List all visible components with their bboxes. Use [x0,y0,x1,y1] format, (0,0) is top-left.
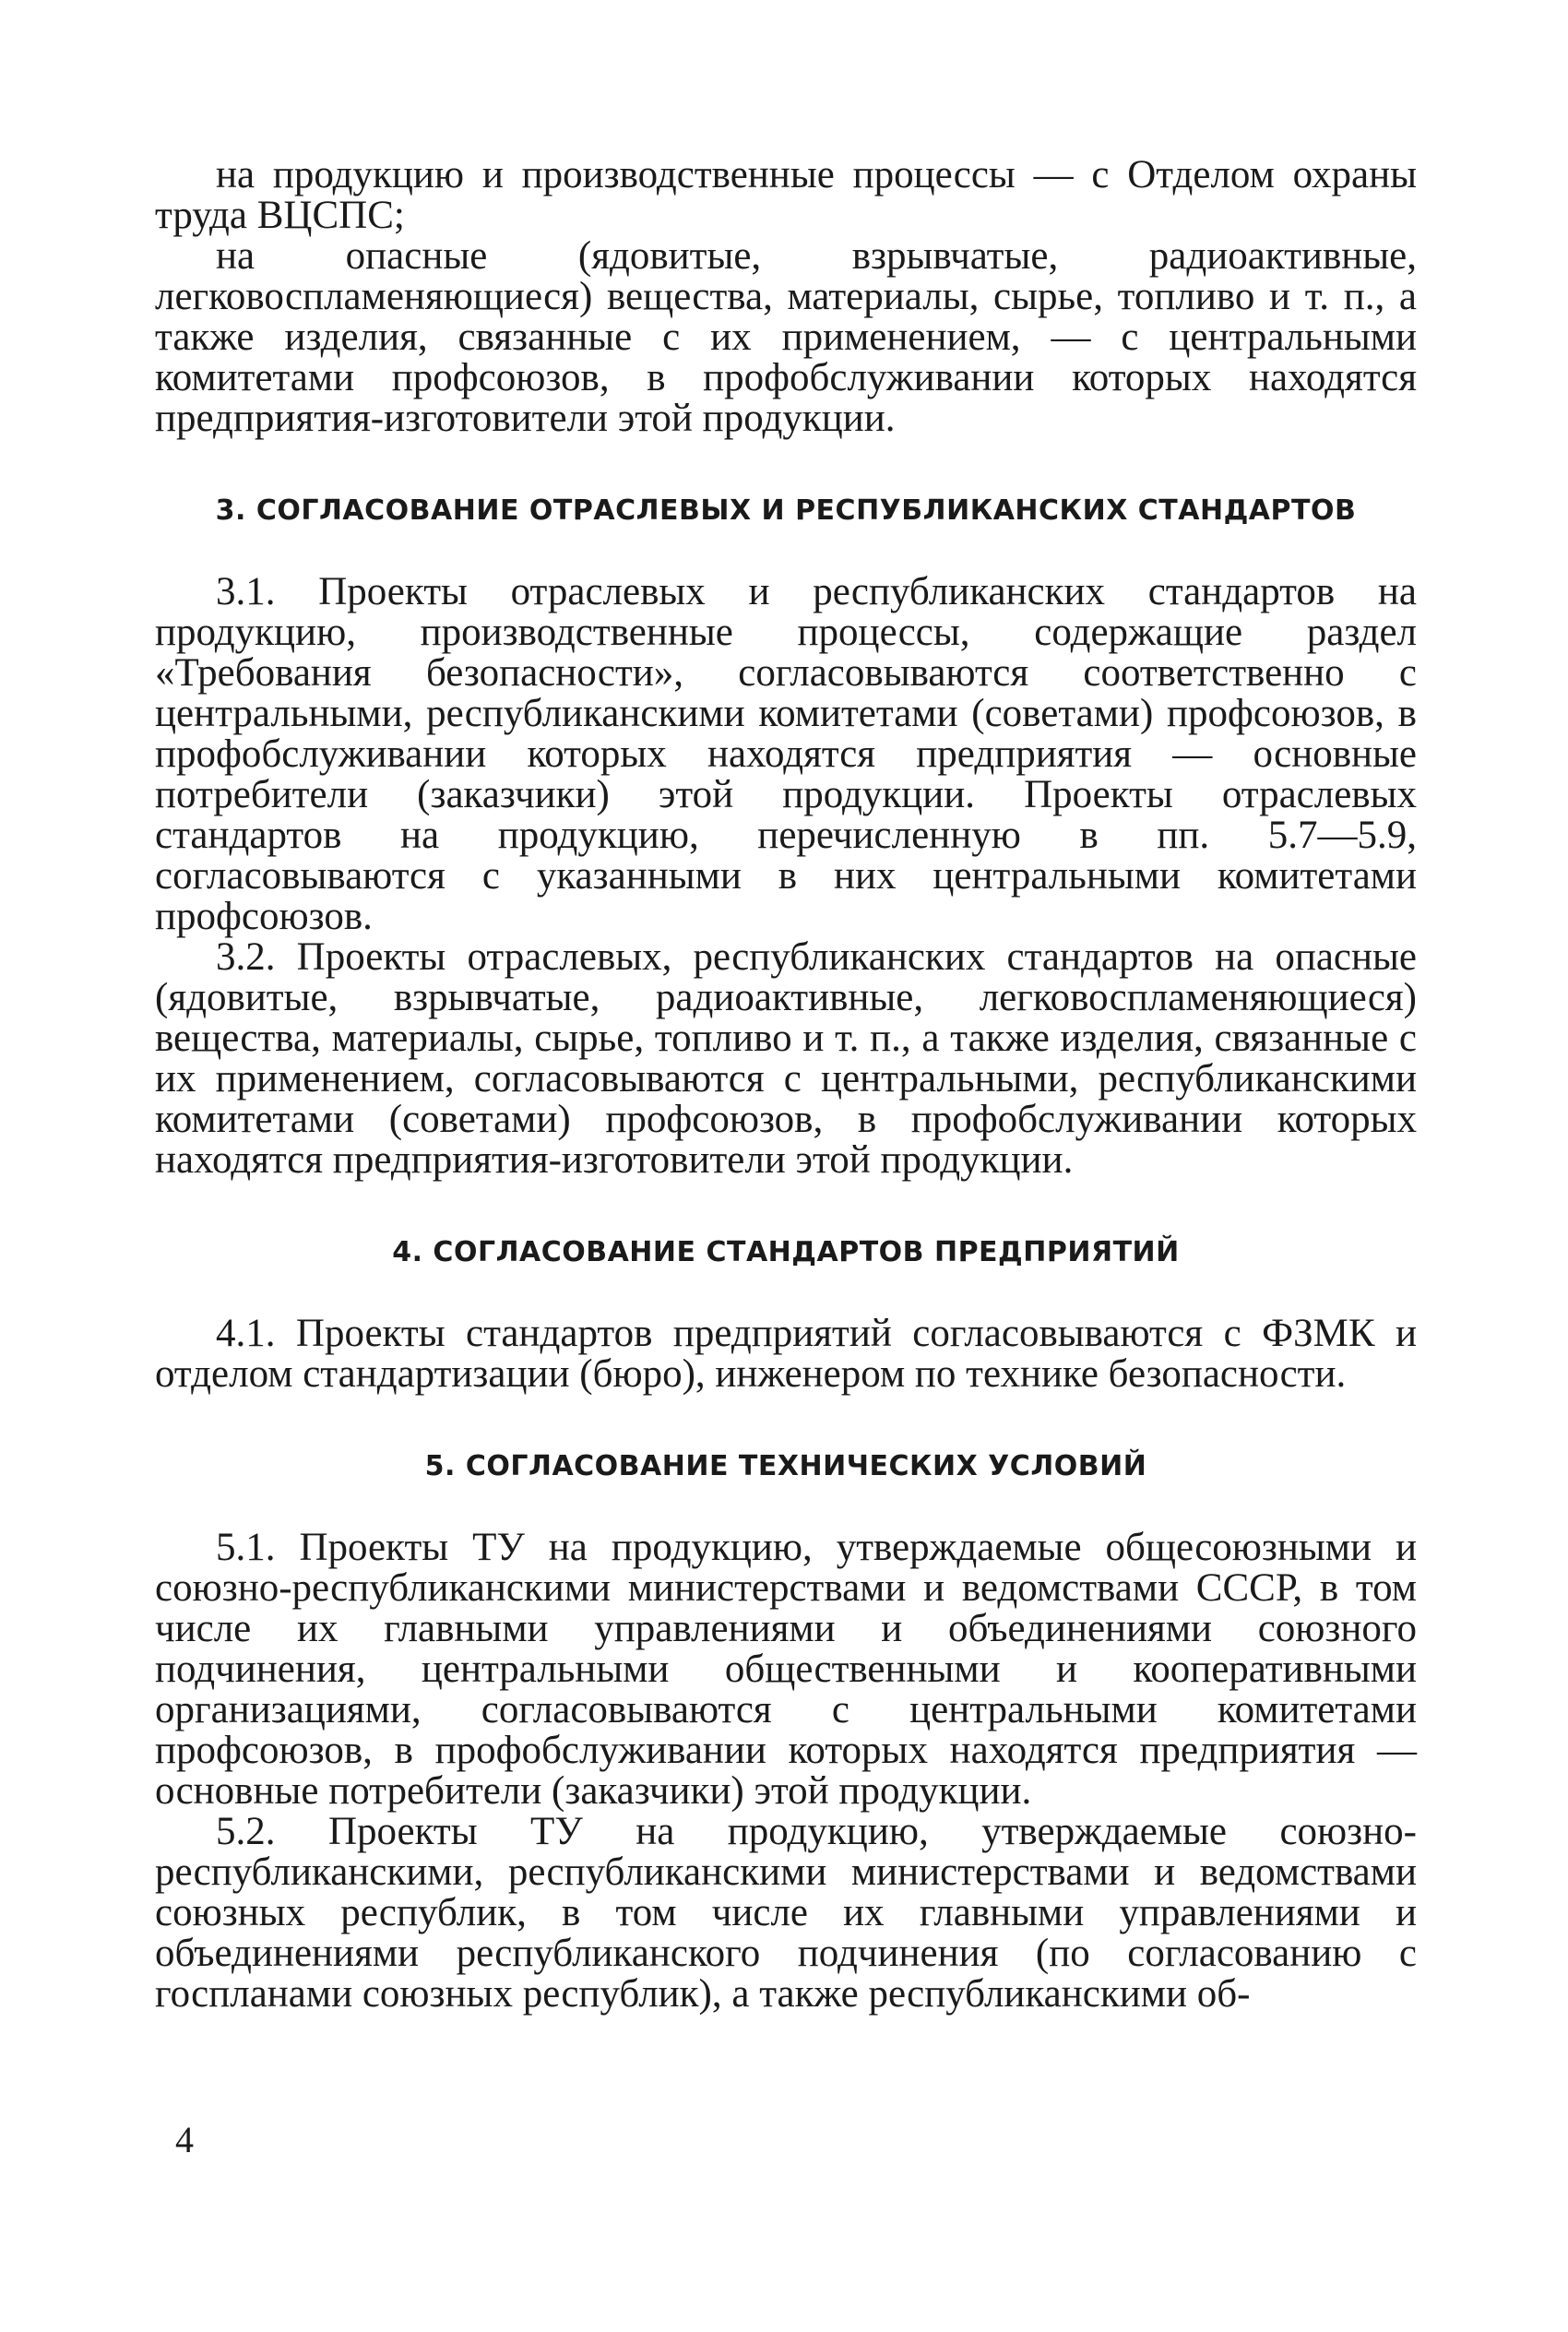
section-3-heading: 3. СОГЛАСОВАНИЕ ОТРАСЛЕВЫХ И РЕСПУБЛИКАНСКИХ СТАНДАРТОВ [215,494,1357,527]
paragraph-4-1: 4.1. Проекты стандартов предприятий согласовываются с ФЗМК и отделом стандартизации (бюро), инженером по технике безопасности. [155,1312,1417,1396]
intro-paragraph-2: на опасные (ядовитые, взрывчатые, радиоактивные, легковоспламеняющиеся) вещества, материалы, сырье, топливо и т. п., а также изделия, связанные с их применением, — с центральными комитетами профсоюзов, в профобслуживании которых находятся предприятия-изготовители этой продукции. [155,234,1417,440]
text-column [155,155,1417,2015]
page-number: 4 [175,2119,194,2160]
intro-paragraph-1: на продукцию и производственные процессы — с Отделом охраны труда ВЦСПС; [155,153,1417,237]
paragraph-3-1: 3.1. Проекты отраслевых и республиканских стандартов на продукцию, производственные процессы, содержащие раздел «Требования безопасности», согласовываются соответственно с центральными, республиканскими комитетами (советами) профсоюзов, в профобслуживании которых находятся предприятия — основные потребители (заказчики) этой продукции. Проекты отраслевых стандартов на продукцию, перечисленную в пп. 5.7—5.9, согласовываются с указанными в них центральными комитетами профсоюзов. [155,570,1417,938]
section-4-heading: 4. СОГЛАСОВАНИЕ СТАНДАРТОВ ПРЕДПРИЯТИЙ [392,1236,1180,1268]
paragraph-3-2: 3.2. Проекты отраслевых, республиканских стандартов на опасные (ядовитые, взрывчатые, радиоактивные, легковоспламеняющиеся) вещества, материалы, сырье, топливо и т. п., а также изделия, связанные с их применением, согласовываются с центральными, республиканскими комитетами (советами) профсоюзов, в профобслуживании которых находятся предприятия-изготовители этой продукции. [155,935,1417,1182]
paragraph-5-2: 5.2. Проекты ТУ на продукцию, утверждаемые союзно-республиканскими, республиканскими министерствами и ведомствами союзных республик, в том числе их главными управлениями и объединениями республиканского подчинения (по согласованию с госпланами союзных республик), а также республиканскими об- [155,1810,1417,2016]
section-5-heading: 5. СОГЛАСОВАНИЕ ТЕХНИЧЕСКИХ УСЛОВИЙ [424,1450,1147,1482]
paragraph-5-1: 5.1. Проекты ТУ на продукцию, утверждаемые общесоюзными и союзно-республиканскими министерствами и ведомствами СССР, в том числе их главными управлениями и объединениями союзного подчинения, центральными общественными и кооперативными организациями, согласовываются с центральными комитетами профсоюзов, в профобслуживании которых находятся предприятия — основные потребители (заказчики) этой продукции. [155,1526,1417,1813]
